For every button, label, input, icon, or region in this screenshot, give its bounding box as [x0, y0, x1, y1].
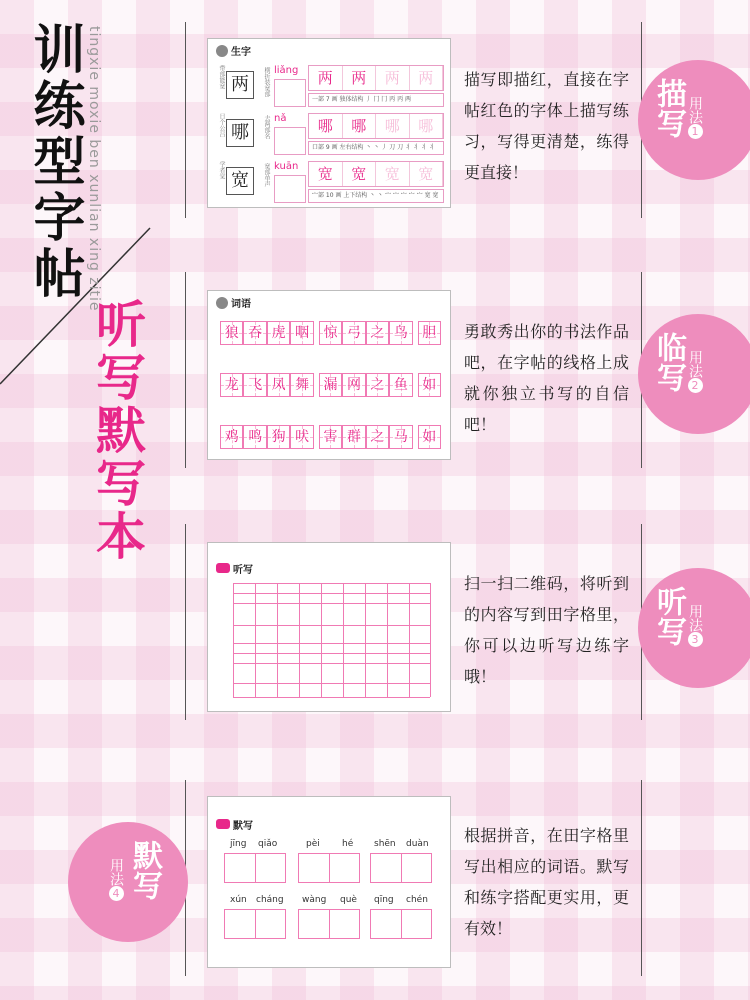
cell-char: 之	[370, 377, 385, 393]
cell-char: 虎	[271, 325, 286, 341]
usage-label	[687, 96, 703, 139]
trace-char: 宽	[343, 162, 377, 186]
usage-word: 用法	[687, 350, 703, 378]
pinyin-label: wàng	[302, 895, 327, 905]
trace-char: 宽	[376, 162, 410, 186]
grid-cell	[267, 321, 290, 345]
usage-description: 勇敢秀出你的书法作品吧，在字帖的线格上成就你独立书写的自信吧！	[464, 322, 629, 434]
trace-char: 宽	[410, 162, 444, 186]
separator-line	[641, 780, 642, 976]
grid-cell	[319, 373, 342, 397]
panel-header	[208, 797, 450, 831]
usage-description: 根据拼音，在田字格里写出相应的词语。默写和练字搭配更实用，更有效！	[464, 826, 629, 938]
pinyin-label: xún	[230, 895, 247, 905]
pinyin-label: qīng	[374, 895, 394, 905]
shengzi-row	[216, 161, 444, 205]
grid-cell	[319, 425, 342, 449]
cell-char: 鸡	[224, 429, 239, 445]
separator-line	[185, 272, 186, 468]
badge-icon	[216, 819, 230, 829]
word-row	[220, 373, 441, 397]
answer-grid[interactable]	[298, 853, 360, 883]
shengzi-row	[216, 65, 444, 109]
pinyin-label: hé	[342, 839, 354, 849]
trace-char: 哪	[376, 114, 410, 138]
stroke-order: 口部 9 画 左右结构 丶 丶 丿 刀 刀 丬 丬 丬 丬	[308, 141, 444, 155]
row-meta: 横折装宽部	[263, 67, 270, 97]
grid-cell	[220, 425, 243, 449]
usage-badge	[68, 822, 188, 942]
answer-grid[interactable]	[370, 909, 432, 939]
usage-word: 用法	[687, 96, 703, 124]
cell-char: 惊	[323, 325, 338, 341]
page-title: 训练型字帖	[24, 22, 85, 302]
cell-char: 如	[422, 377, 437, 393]
usage-description: 扫一扫二维码，将听到的内容写到田字格里，你可以边听写边练字哦！	[464, 574, 629, 686]
pinyin-label: pèi	[306, 839, 320, 849]
panel-header	[208, 543, 450, 575]
cell-char: 之	[370, 325, 385, 341]
writing-grid	[233, 583, 430, 697]
cell-char: 鸣	[248, 429, 263, 445]
moxie-panel	[207, 796, 451, 968]
grid-cell	[220, 373, 243, 397]
row-pinyin: liǎng	[274, 65, 299, 76]
grid-cell	[418, 373, 441, 397]
usage-word: 用法	[108, 858, 124, 886]
cell-char: 胆	[422, 325, 437, 341]
pinyin-label: jīng	[230, 839, 247, 849]
usage-name: 听写	[651, 586, 686, 646]
trace-char: 两	[410, 66, 444, 90]
cell-char: 飞	[248, 377, 263, 393]
grid-cell	[389, 373, 412, 397]
grid-cell	[290, 321, 313, 345]
pinyin-label: què	[340, 895, 357, 905]
pinyin-label: chén	[406, 895, 428, 905]
cell-char: 弓	[346, 325, 361, 341]
model-char: 哪	[226, 119, 254, 147]
trace-grid	[308, 65, 444, 91]
cell-char: 漏	[323, 377, 338, 393]
cell-char: 舞	[295, 377, 310, 393]
usage-label	[687, 604, 703, 647]
answer-grid[interactable]	[298, 909, 360, 939]
usage-number: 1	[688, 124, 703, 139]
usage-description: 描写即描红，直接在字帖红色的字体上描写练习，写得更清楚，练得更直接！	[464, 70, 629, 182]
grid-cell	[366, 373, 389, 397]
pinyin-label: duàn	[406, 839, 429, 849]
title-pinyin: tingxie moxie ben xunlian xing zitie	[86, 26, 102, 312]
pinyin-label: shēn	[374, 839, 396, 849]
panel-title: 生字	[231, 47, 251, 58]
usage-word: 用法	[687, 604, 703, 632]
model-char: 宽	[226, 167, 254, 195]
usage-label	[687, 350, 703, 393]
grid-cell	[342, 321, 365, 345]
cell-char: 群	[346, 429, 361, 445]
tingxie-panel	[207, 542, 451, 712]
answer-grid[interactable]	[224, 853, 286, 883]
cell-char: 龙	[224, 377, 239, 393]
cell-char: 吞	[248, 325, 263, 341]
panel-header	[208, 291, 450, 309]
cell-char: 害	[323, 429, 338, 445]
grid-cell	[290, 373, 313, 397]
grid-cell	[389, 425, 412, 449]
trace-char: 两	[343, 66, 377, 90]
row-meta: 去两部名	[263, 115, 270, 139]
stroke-order: 一部 7 画 独体结构 丿 冂 冂 丙 丙 两	[308, 93, 444, 107]
row-side-note: 学者觉	[218, 161, 225, 179]
grid-cell	[342, 425, 365, 449]
cell-char: 狼	[224, 325, 239, 341]
panel-title: 词语	[231, 299, 251, 310]
panel-title: 听写	[233, 564, 253, 576]
trace-char: 两	[376, 66, 410, 90]
grid-cell	[389, 321, 412, 345]
cell-char: 鱼	[393, 377, 408, 393]
shengzi-panel	[207, 38, 451, 208]
grid-cell	[243, 425, 266, 449]
row-meta: 宽部单声	[263, 163, 270, 187]
word-row	[220, 425, 441, 449]
grid-cell	[290, 425, 313, 449]
grid-cell	[243, 321, 266, 345]
grid-cell	[418, 425, 441, 449]
trace-char: 宽	[309, 162, 343, 186]
badge-icon	[216, 45, 228, 57]
trace-char: 哪	[410, 114, 444, 138]
usage-badge	[638, 568, 750, 688]
grid-cell	[366, 425, 389, 449]
usage-number: 3	[688, 632, 703, 647]
panel-header	[208, 39, 450, 57]
badge-icon	[216, 297, 228, 309]
ciyu-panel	[207, 290, 451, 460]
row-pinyin: nǎ	[274, 113, 287, 124]
answer-grid[interactable]	[370, 853, 432, 883]
row-pinyin: kuān	[274, 161, 299, 172]
grid-cell	[220, 321, 243, 345]
badge-icon	[216, 563, 230, 573]
stroke-order: 宀部 10 画 上下结构 丶 丶 宀 宀 宀 宀 宀 宽 宽	[308, 189, 444, 203]
grid-cell	[366, 321, 389, 345]
answer-grid[interactable]	[224, 909, 286, 939]
usage-badge	[638, 314, 750, 434]
word-row	[220, 321, 441, 345]
panel-title: 默写	[233, 820, 253, 832]
model-char: 两	[226, 71, 254, 99]
cell-char: 狗	[271, 429, 286, 445]
cell-char: 鸟	[393, 325, 408, 341]
cell-char: 吠	[295, 429, 310, 445]
pinyin-strip	[274, 127, 306, 155]
usage-name: 默写	[127, 840, 162, 900]
cell-char: 之	[370, 429, 385, 445]
usage-label	[108, 858, 124, 901]
trace-char: 哪	[343, 114, 377, 138]
usage-name: 描写	[651, 78, 686, 138]
trace-grid	[308, 113, 444, 139]
pinyin-label: qiǎo	[258, 839, 278, 849]
trace-grid	[308, 161, 444, 187]
grid-cell	[319, 321, 342, 345]
usage-badge	[638, 60, 750, 180]
usage-number: 2	[688, 378, 703, 393]
subtitle: 听写默写本	[88, 298, 147, 563]
separator-line	[185, 22, 186, 218]
cell-char: 马	[393, 429, 408, 445]
cell-char: 如	[422, 429, 437, 445]
trace-char: 哪	[309, 114, 343, 138]
grid-cell	[342, 373, 365, 397]
grid-cell	[267, 425, 290, 449]
row-side-note: 带部能宽	[218, 65, 225, 89]
cell-char: 网	[346, 377, 361, 393]
pinyin-strip	[274, 79, 306, 107]
grid-cell	[267, 373, 290, 397]
usage-number: 4	[109, 886, 124, 901]
row-side-note: 日个公吕	[218, 113, 225, 137]
cell-char: 咽	[295, 325, 310, 341]
pinyin-strip	[274, 175, 306, 203]
cell-char: 凤	[271, 377, 286, 393]
trace-char: 两	[309, 66, 343, 90]
pinyin-label: cháng	[256, 895, 284, 905]
grid-cell	[418, 321, 441, 345]
separator-line	[185, 524, 186, 720]
usage-name: 临写	[651, 332, 686, 392]
grid-cell	[243, 373, 266, 397]
shengzi-row	[216, 113, 444, 157]
